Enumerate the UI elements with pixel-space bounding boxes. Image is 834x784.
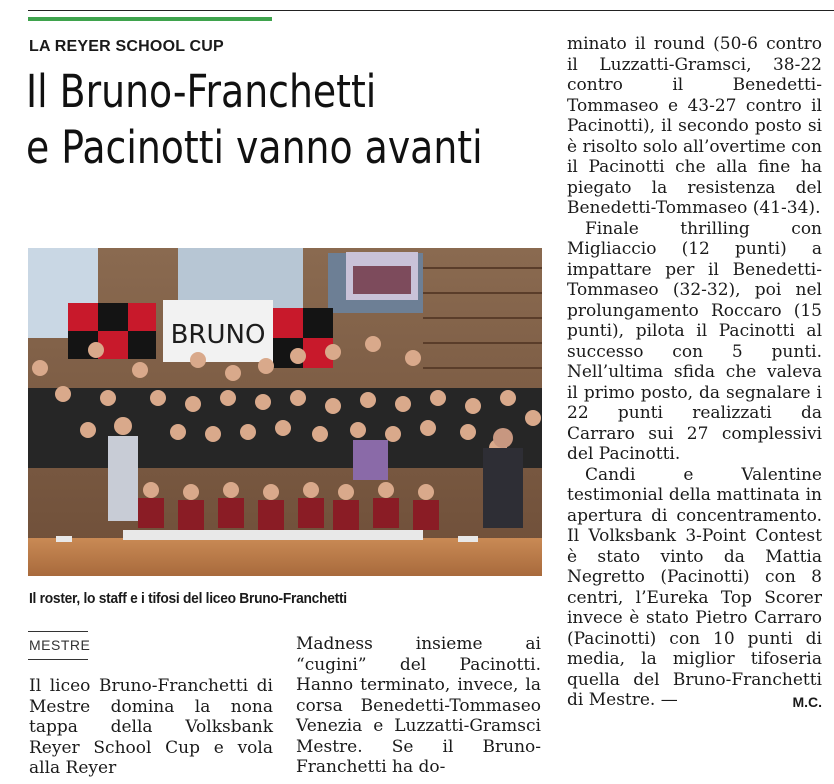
headline-line-1: Il Bruno-Franchetti — [26, 65, 377, 118]
headline-line-2: e Pacinotti vanno avanti — [26, 121, 483, 174]
author-signature: M.C. — [792, 694, 822, 710]
article-column-3 — [567, 34, 822, 713]
location-rule-bottom — [28, 659, 88, 660]
banner-text: BRUNO — [170, 320, 266, 350]
dateline: MESTRE — [29, 637, 91, 653]
headline — [26, 64, 483, 176]
photo-caption: Il roster, lo staff e i tifosi del liceo Bruno-Franchetti — [29, 590, 347, 607]
section-accent-bar — [28, 17, 272, 21]
team-photo-illustration — [28, 248, 542, 576]
article-paragraph: Madness insieme ai “cugini” del Pacinotti. Hanno terminato, invece, la corsa Benedetti-Tommaseo Venezia e Luzzatti-Gramsci Mestre. Se il Bruno-Franchetti ha do- — [296, 634, 541, 777]
article-paragraph-text: Candi e Valentine testimonial della mattinata in apertura di concentramento. Il Volksbank 3-Point Contest è stato vinto da Mattia Negretto (Pacinotti) con 8 centri, l’Eureka Top Scorer invece è stato Pietro Carraro (Pacinotti) con 10 punti di media, la miglior tifoseria quella del Bruno-Franchetti di Mestre. — — [567, 464, 822, 710]
article-paragraph: Il liceo Bruno-Franchetti di Mestre domina la nona tappa della Volksbank Reyer School Cup e vola alla Reyer — [29, 676, 273, 778]
article-column-2 — [296, 634, 541, 778]
article-column-1 — [29, 676, 273, 779]
kicker: LA REYER SCHOOL CUP — [29, 38, 224, 55]
location-rule-top — [28, 631, 88, 632]
article-paragraph: Finale thrilling con Migliaccio (12 punti) a impattare per il Benedetti-Tommaseo (32-32), poi nel prolungamento Roccaro (15 punti), pilota il Pacinotti al successo con 5 punti. Nell’ultima sfida che valeva il primo posto, da segnalare i 22 punti realizzati da Carraro sui 27 complessivi del Pacinotti. — [567, 218, 822, 464]
article-paragraph — [567, 465, 822, 711]
top-rule — [28, 10, 834, 11]
article-paragraph: minato il round (50-6 contro il Luzzatti-Gramsci, 38-22 contro il Benedetti-Tommaseo e 43-27 contro il Pacinotti), il secondo posto si è risolto solo all’overtime con il Pacinotti che alla fine ha piegato la resistenza del Benedetti-Tommaseo (41-34). — [567, 34, 822, 218]
team-photo — [28, 248, 542, 576]
